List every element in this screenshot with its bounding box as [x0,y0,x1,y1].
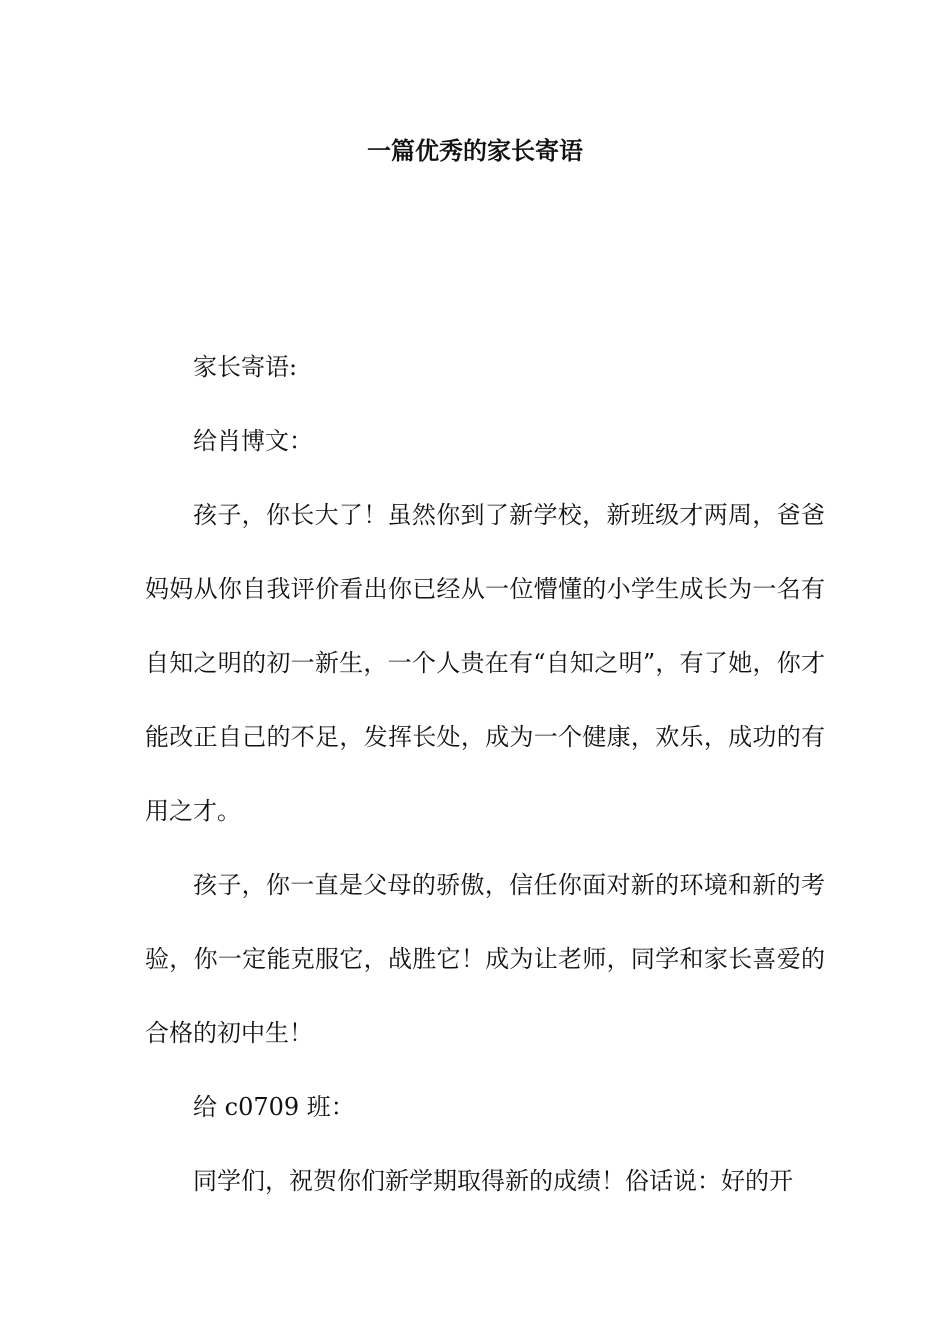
document-title: 一篇优秀的家长寄语 [367,136,583,165]
paragraph-recipient-class: 给 c0709 班： [193,1093,355,1121]
paragraph-recipient-student: 给肖博文： [193,427,313,455]
paragraph-message-3: 同学们，祝贺你们新学期取得新的成绩！俗话说：好的开 [193,1167,793,1195]
paragraph-greeting-heading: 家长寄语: [193,353,298,381]
paragraph-message-2: 孩子，你一直是父母的骄傲，信任你面对新的环境和新的考验，你一定能克服它，战胜它！成为让老师，同学和家长喜爱的合格的初中生！ [145,871,825,1047]
document-body [145,330,825,1218]
paragraph-message-1: 孩子，你长大了！虽然你到了新学校，新班级才两周，爸爸妈妈从你自我评价看出你已经从一位懵懂的小学生成长为一名有自知之明的初一新生，一个人贵在有“自知之明”，有了她，你才能改正自己的不足，发挥长处，成为一个健康，欢乐，成功的有用之才。 [145,501,825,825]
